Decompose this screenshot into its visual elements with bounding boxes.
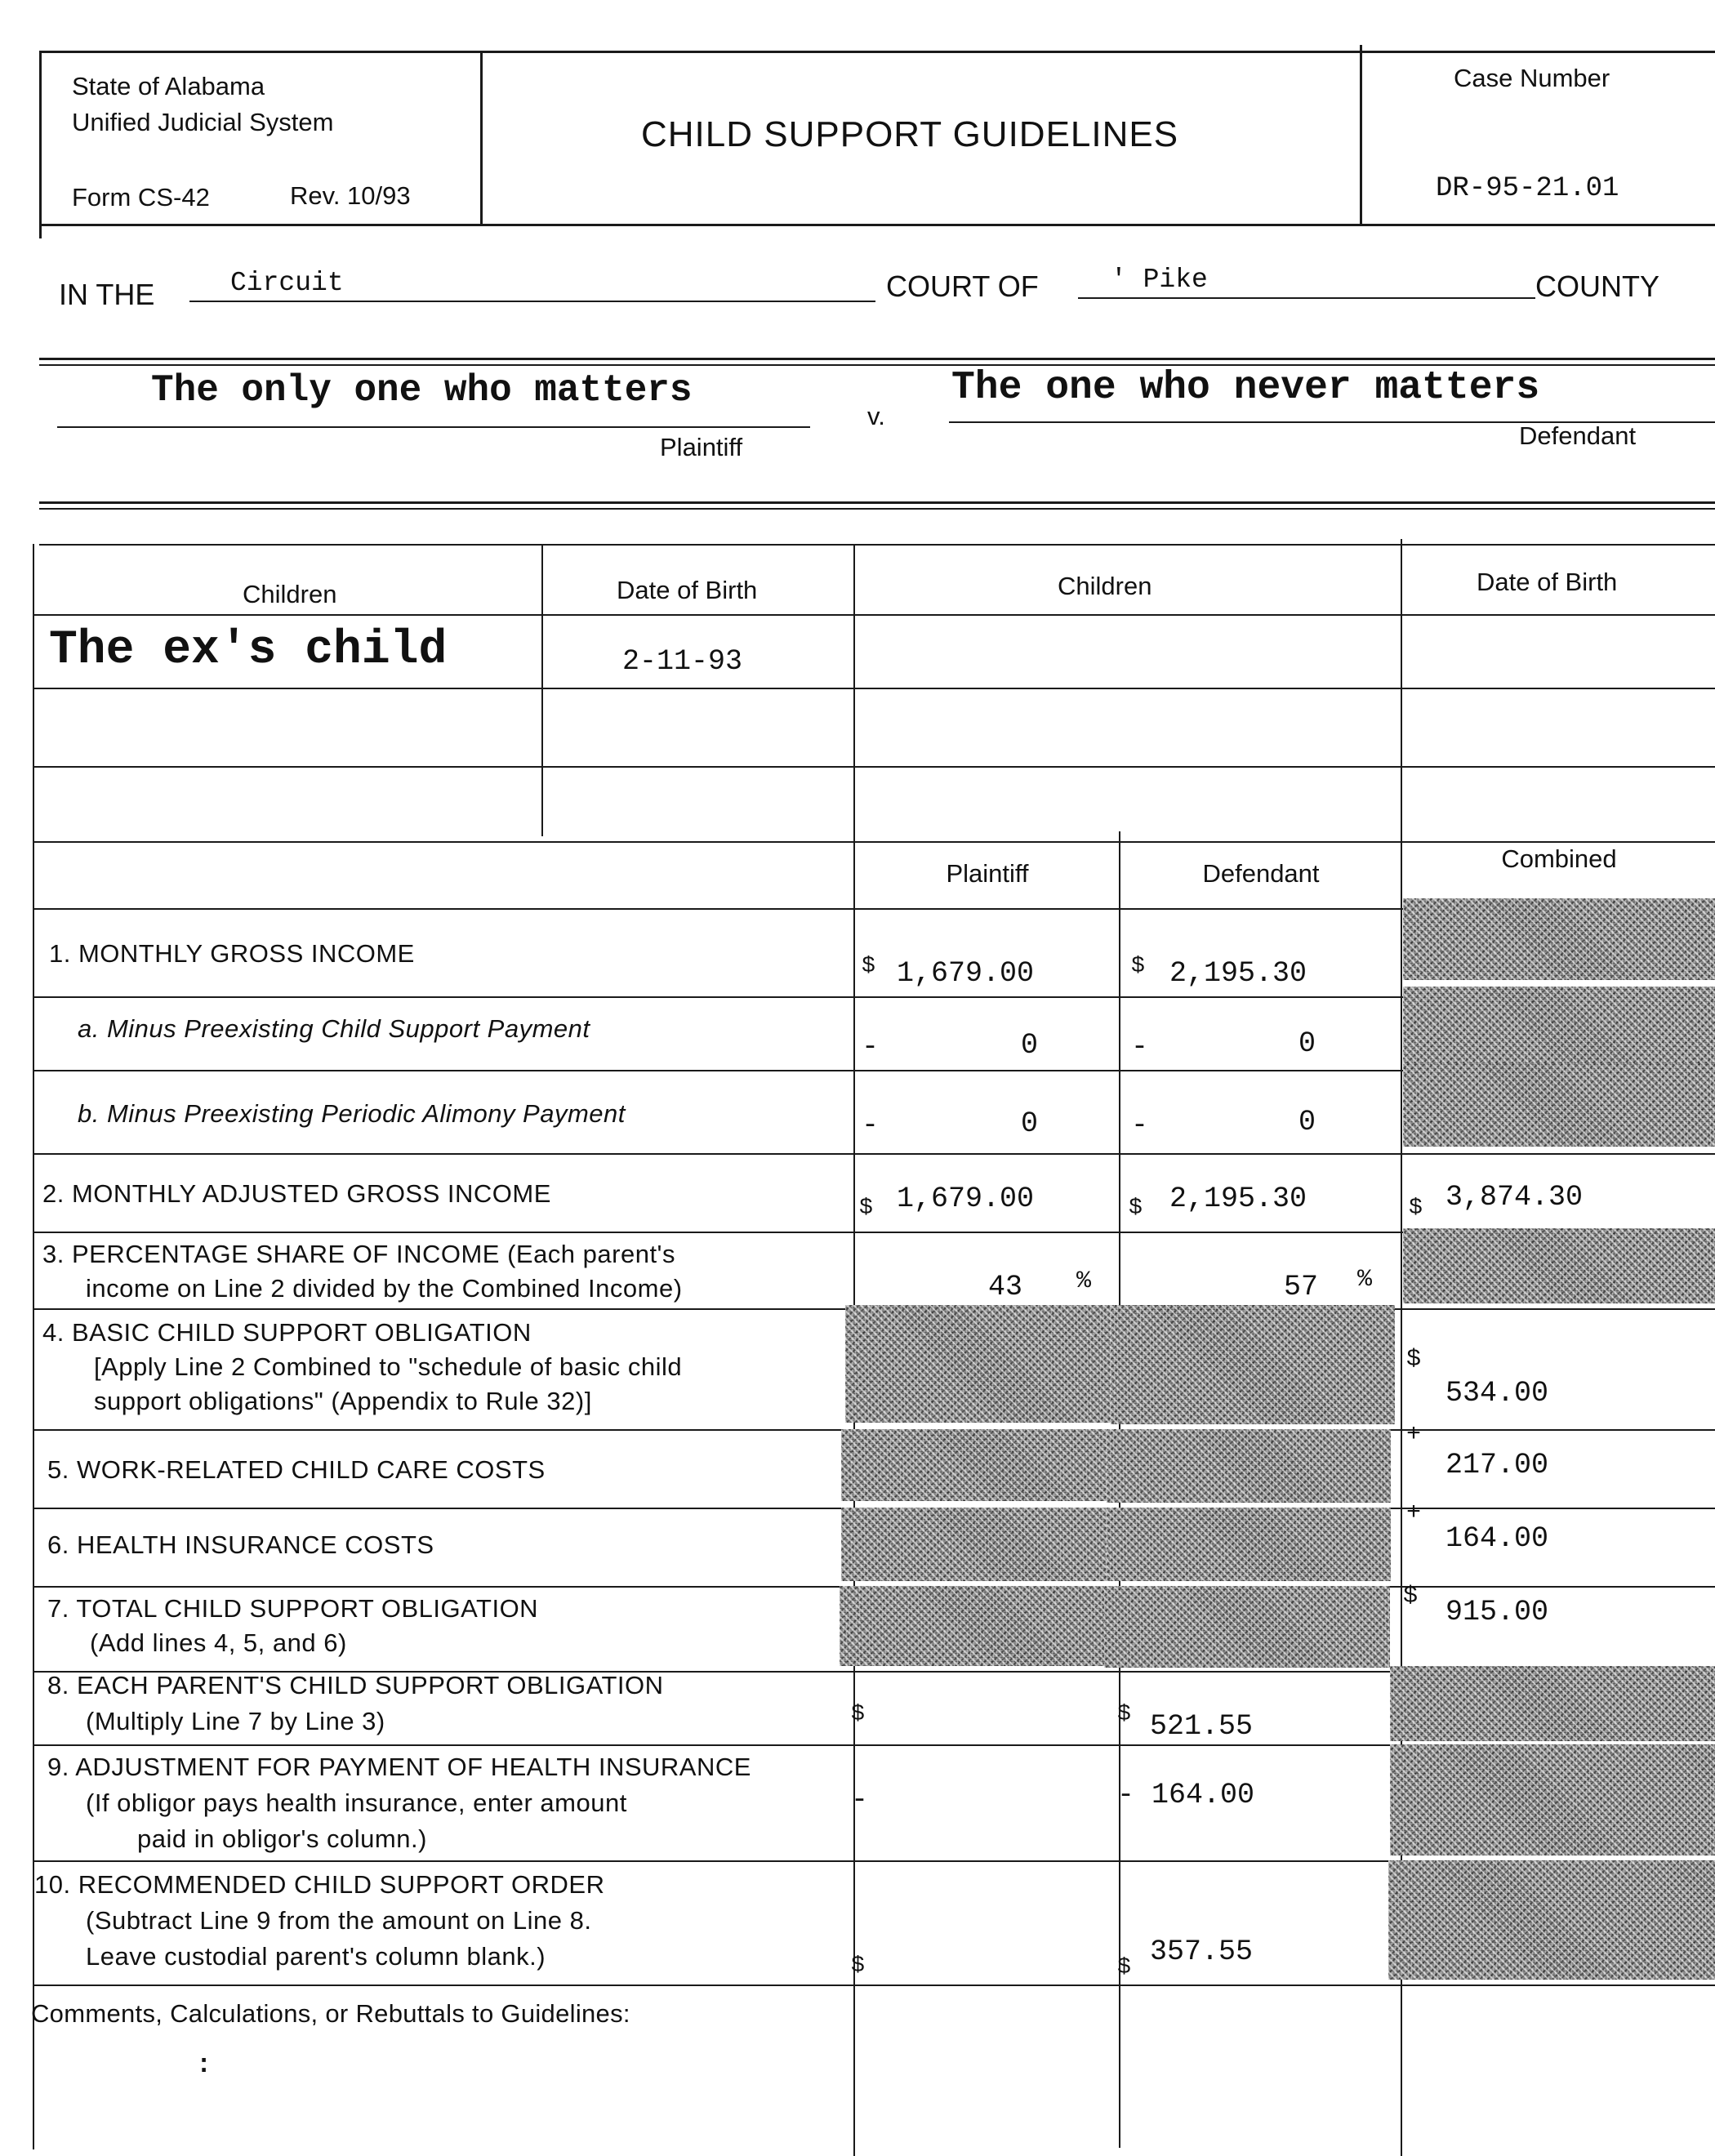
court-double-line-1 (39, 358, 1715, 360)
line-10-label: 10. RECOMMENDED CHILD SUPPORT ORDER (34, 1870, 605, 1899)
plaintiff-label: Plaintiff (660, 433, 743, 461)
line-2-defendant-prefix: $ (1129, 1196, 1143, 1221)
shaded-cell-6-plaintiff (841, 1508, 1111, 1581)
line-7-label: 7. TOTAL CHILD SUPPORT OBLIGATION (47, 1594, 539, 1623)
line-2-combined-value[interactable]: 3,874.30 (1446, 1181, 1584, 1214)
shaded-cell-9-combined (1390, 1744, 1715, 1855)
line-8-defendant-prefix: $ (1117, 1702, 1131, 1727)
line-9-defendant-value[interactable]: - 164.00 (1117, 1779, 1255, 1811)
comments-field[interactable]: : (196, 2050, 212, 2080)
children-col-header-2: Children (1058, 572, 1152, 600)
line-3-plaintiff-value[interactable]: 43 (988, 1271, 1023, 1303)
form-revision: Rev. 10/93 (290, 181, 411, 210)
defendant-label: Defendant (1519, 421, 1637, 450)
line-10-defendant-prefix: $ (1117, 1955, 1131, 1980)
shaded-cell-8-combined (1390, 1666, 1715, 1741)
line-7-combined-prefix: $ (1403, 1583, 1419, 1610)
row-sep-b (33, 1153, 1715, 1155)
shaded-cell-1-combined (1403, 898, 1715, 980)
child-dob-field[interactable]: 2-11-93 (622, 645, 743, 678)
plaintiff-col-header: Plaintiff (946, 859, 1029, 888)
line-2-plaintiff-prefix: $ (859, 1196, 873, 1221)
frame-top (39, 51, 1715, 53)
line-a-defendant-prefix: - (1131, 1031, 1149, 1063)
line-b-defendant-value[interactable]: 0 (1298, 1106, 1316, 1138)
line-3-plaintiff-pct: % (1076, 1267, 1092, 1295)
shaded-cell-4-defendant (1111, 1305, 1395, 1424)
line-3-label: 3. PERCENTAGE SHARE OF INCOME (Each parent's (42, 1240, 675, 1268)
shaded-cell-5-plaintiff (841, 1429, 1111, 1501)
line-8-label: 8. EACH PARENT'S CHILD SUPPORT OBLIGATION (47, 1671, 664, 1699)
line-1-plaintiff-prefix: $ (862, 954, 875, 979)
line-8-plaintiff-prefix: $ (851, 1702, 865, 1727)
frame-left-top (39, 51, 42, 238)
agency-line-2: Unified Judicial System (72, 108, 334, 136)
line-b-plaintiff-value[interactable]: 0 (1021, 1107, 1039, 1140)
case-number-value[interactable]: DR-95-21.01 (1436, 173, 1619, 204)
line-2-defendant-value[interactable]: 2,195.30 (1169, 1183, 1307, 1215)
shaded-cell-7-plaintiff (840, 1586, 1111, 1666)
line-3-defendant-value[interactable]: 57 (1284, 1271, 1319, 1303)
line-5-combined-prefix: + (1406, 1421, 1422, 1449)
children-row-1-bottom (33, 688, 1715, 689)
county-underline (1078, 297, 1535, 299)
line-10-plaintiff-prefix: $ (851, 1953, 865, 1979)
defendant-name-field[interactable]: The one who never matters (951, 366, 1540, 410)
line-1-plaintiff-value[interactable]: 1,679.00 (897, 957, 1035, 990)
county-name-field[interactable]: ' Pike (1111, 265, 1208, 295)
form-title: CHILD SUPPORT GUIDELINES (641, 114, 1179, 154)
plaintiff-name-field[interactable]: The only one who matters (151, 369, 693, 412)
shaded-cell-6-defendant (1107, 1508, 1391, 1581)
versus-label: v. (867, 402, 885, 430)
line-3-defendant-pct: % (1357, 1266, 1373, 1294)
line-9-label-2: (If obligor pays health insurance, enter amount (86, 1788, 627, 1817)
header-divider-1 (480, 51, 483, 224)
row-sep-10 (33, 1984, 1715, 1986)
line-a-plaintiff-prefix: - (862, 1031, 880, 1063)
children-header-bottom (33, 614, 1715, 616)
court-type-underline (189, 301, 875, 302)
line-9-plaintiff-prefix: - (851, 1784, 869, 1816)
children-left-border (33, 544, 34, 2149)
parties-double-line-1 (39, 501, 1715, 504)
line-6-combined-value[interactable]: 164.00 (1446, 1522, 1549, 1555)
line-a-label: a. Minus Preexisting Child Support Payment (78, 1014, 590, 1043)
line-10-label-2: (Subtract Line 9 from the amount on Line 8. (86, 1906, 592, 1935)
shaded-cell-7-defendant (1104, 1586, 1390, 1668)
child-name-field[interactable]: The ex's child (49, 624, 448, 677)
line-b-label: b. Minus Preexisting Periodic Alimony Payment (78, 1099, 626, 1128)
children-table-top (39, 544, 1715, 546)
line-10-defendant-value[interactable]: 357.55 (1150, 1936, 1254, 1968)
line-6-label: 6. HEALTH INSURANCE COSTS (47, 1530, 434, 1559)
line-2-combined-prefix: $ (1409, 1196, 1423, 1221)
line-4-label-3: support obligations" (Appendix to Rule 32)] (94, 1387, 592, 1415)
children-col-divider-1 (541, 544, 543, 836)
line-6-combined-prefix: + (1406, 1499, 1422, 1527)
shaded-cell-a-combined (1403, 987, 1715, 1063)
line-1-label: 1. MONTHLY GROSS INCOME (49, 939, 415, 968)
children-row-3-bottom (33, 841, 1715, 843)
line-a-defendant-value[interactable]: 0 (1298, 1027, 1316, 1060)
header-divider-2 (1360, 45, 1362, 224)
line-8-defendant-value[interactable]: 521.55 (1150, 1710, 1254, 1743)
line-7-combined-value[interactable]: 915.00 (1446, 1596, 1549, 1628)
line-b-plaintiff-prefix: - (862, 1109, 880, 1142)
line-8-label-2: (Multiply Line 7 by Line 3) (86, 1707, 385, 1735)
combined-col-header: Combined (1501, 844, 1617, 873)
parties-double-line-2 (39, 508, 1715, 510)
line-7-label-2: (Add lines 4, 5, and 6) (90, 1628, 347, 1657)
children-col-header: Children (243, 580, 337, 608)
court-type-field[interactable]: Circuit (230, 268, 344, 298)
line-10-label-3: Leave custodial parent's column blank.) (86, 1942, 546, 1971)
line-4-label: 4. BASIC CHILD SUPPORT OBLIGATION (42, 1318, 532, 1347)
line-5-label: 5. WORK-RELATED CHILD CARE COSTS (47, 1455, 546, 1484)
shaded-cell-5-defendant (1107, 1429, 1391, 1503)
shaded-cell-3-combined (1403, 1228, 1715, 1303)
line-2-label: 2. MONTHLY ADJUSTED GROSS INCOME (42, 1179, 551, 1208)
in-the-label: IN THE (59, 278, 155, 311)
shaded-cell-4-plaintiff (845, 1305, 1115, 1423)
case-number-label: Case Number (1454, 64, 1610, 92)
defendant-col-header: Defendant (1202, 859, 1320, 888)
header-bottom (39, 224, 1715, 226)
form-number: Form CS-42 (72, 183, 210, 212)
court-of-label: COURT OF (886, 270, 1039, 303)
line-4-label-2: [Apply Line 2 Combined to "schedule of basic child (94, 1352, 683, 1381)
line-9-label: 9. ADJUSTMENT FOR PAYMENT OF HEALTH INSURANCE (47, 1753, 751, 1781)
line-3-label-2: income on Line 2 divided by the Combined Income) (86, 1274, 683, 1303)
shaded-cell-10-combined (1388, 1860, 1715, 1980)
children-row-2-bottom (33, 766, 1715, 768)
dob-col-header: Date of Birth (617, 576, 758, 604)
plaintiff-underline (57, 426, 810, 428)
line-9-label-3: paid in obligor's column.) (137, 1824, 427, 1853)
line-4-combined-value[interactable]: 534.00 (1446, 1377, 1549, 1410)
county-label: COUNTY (1535, 270, 1659, 303)
line-b-defendant-prefix: - (1131, 1109, 1149, 1142)
line-1-defendant-value[interactable]: 2,195.30 (1169, 957, 1307, 990)
agency-line-1: State of Alabama (72, 72, 265, 100)
line-2-plaintiff-value[interactable]: 1,679.00 (897, 1183, 1035, 1215)
line-1-defendant-prefix: $ (1131, 954, 1145, 979)
dob-col-header-2: Date of Birth (1477, 568, 1618, 596)
line-a-plaintiff-value[interactable]: 0 (1021, 1029, 1039, 1062)
line-4-combined-prefix: $ (1406, 1346, 1422, 1374)
shaded-cell-b-combined (1403, 1063, 1715, 1147)
line-5-combined-value[interactable]: 217.00 (1446, 1449, 1549, 1481)
comments-label: Comments, Calculations, or Rebuttals to Guidelines: (31, 1999, 630, 2028)
